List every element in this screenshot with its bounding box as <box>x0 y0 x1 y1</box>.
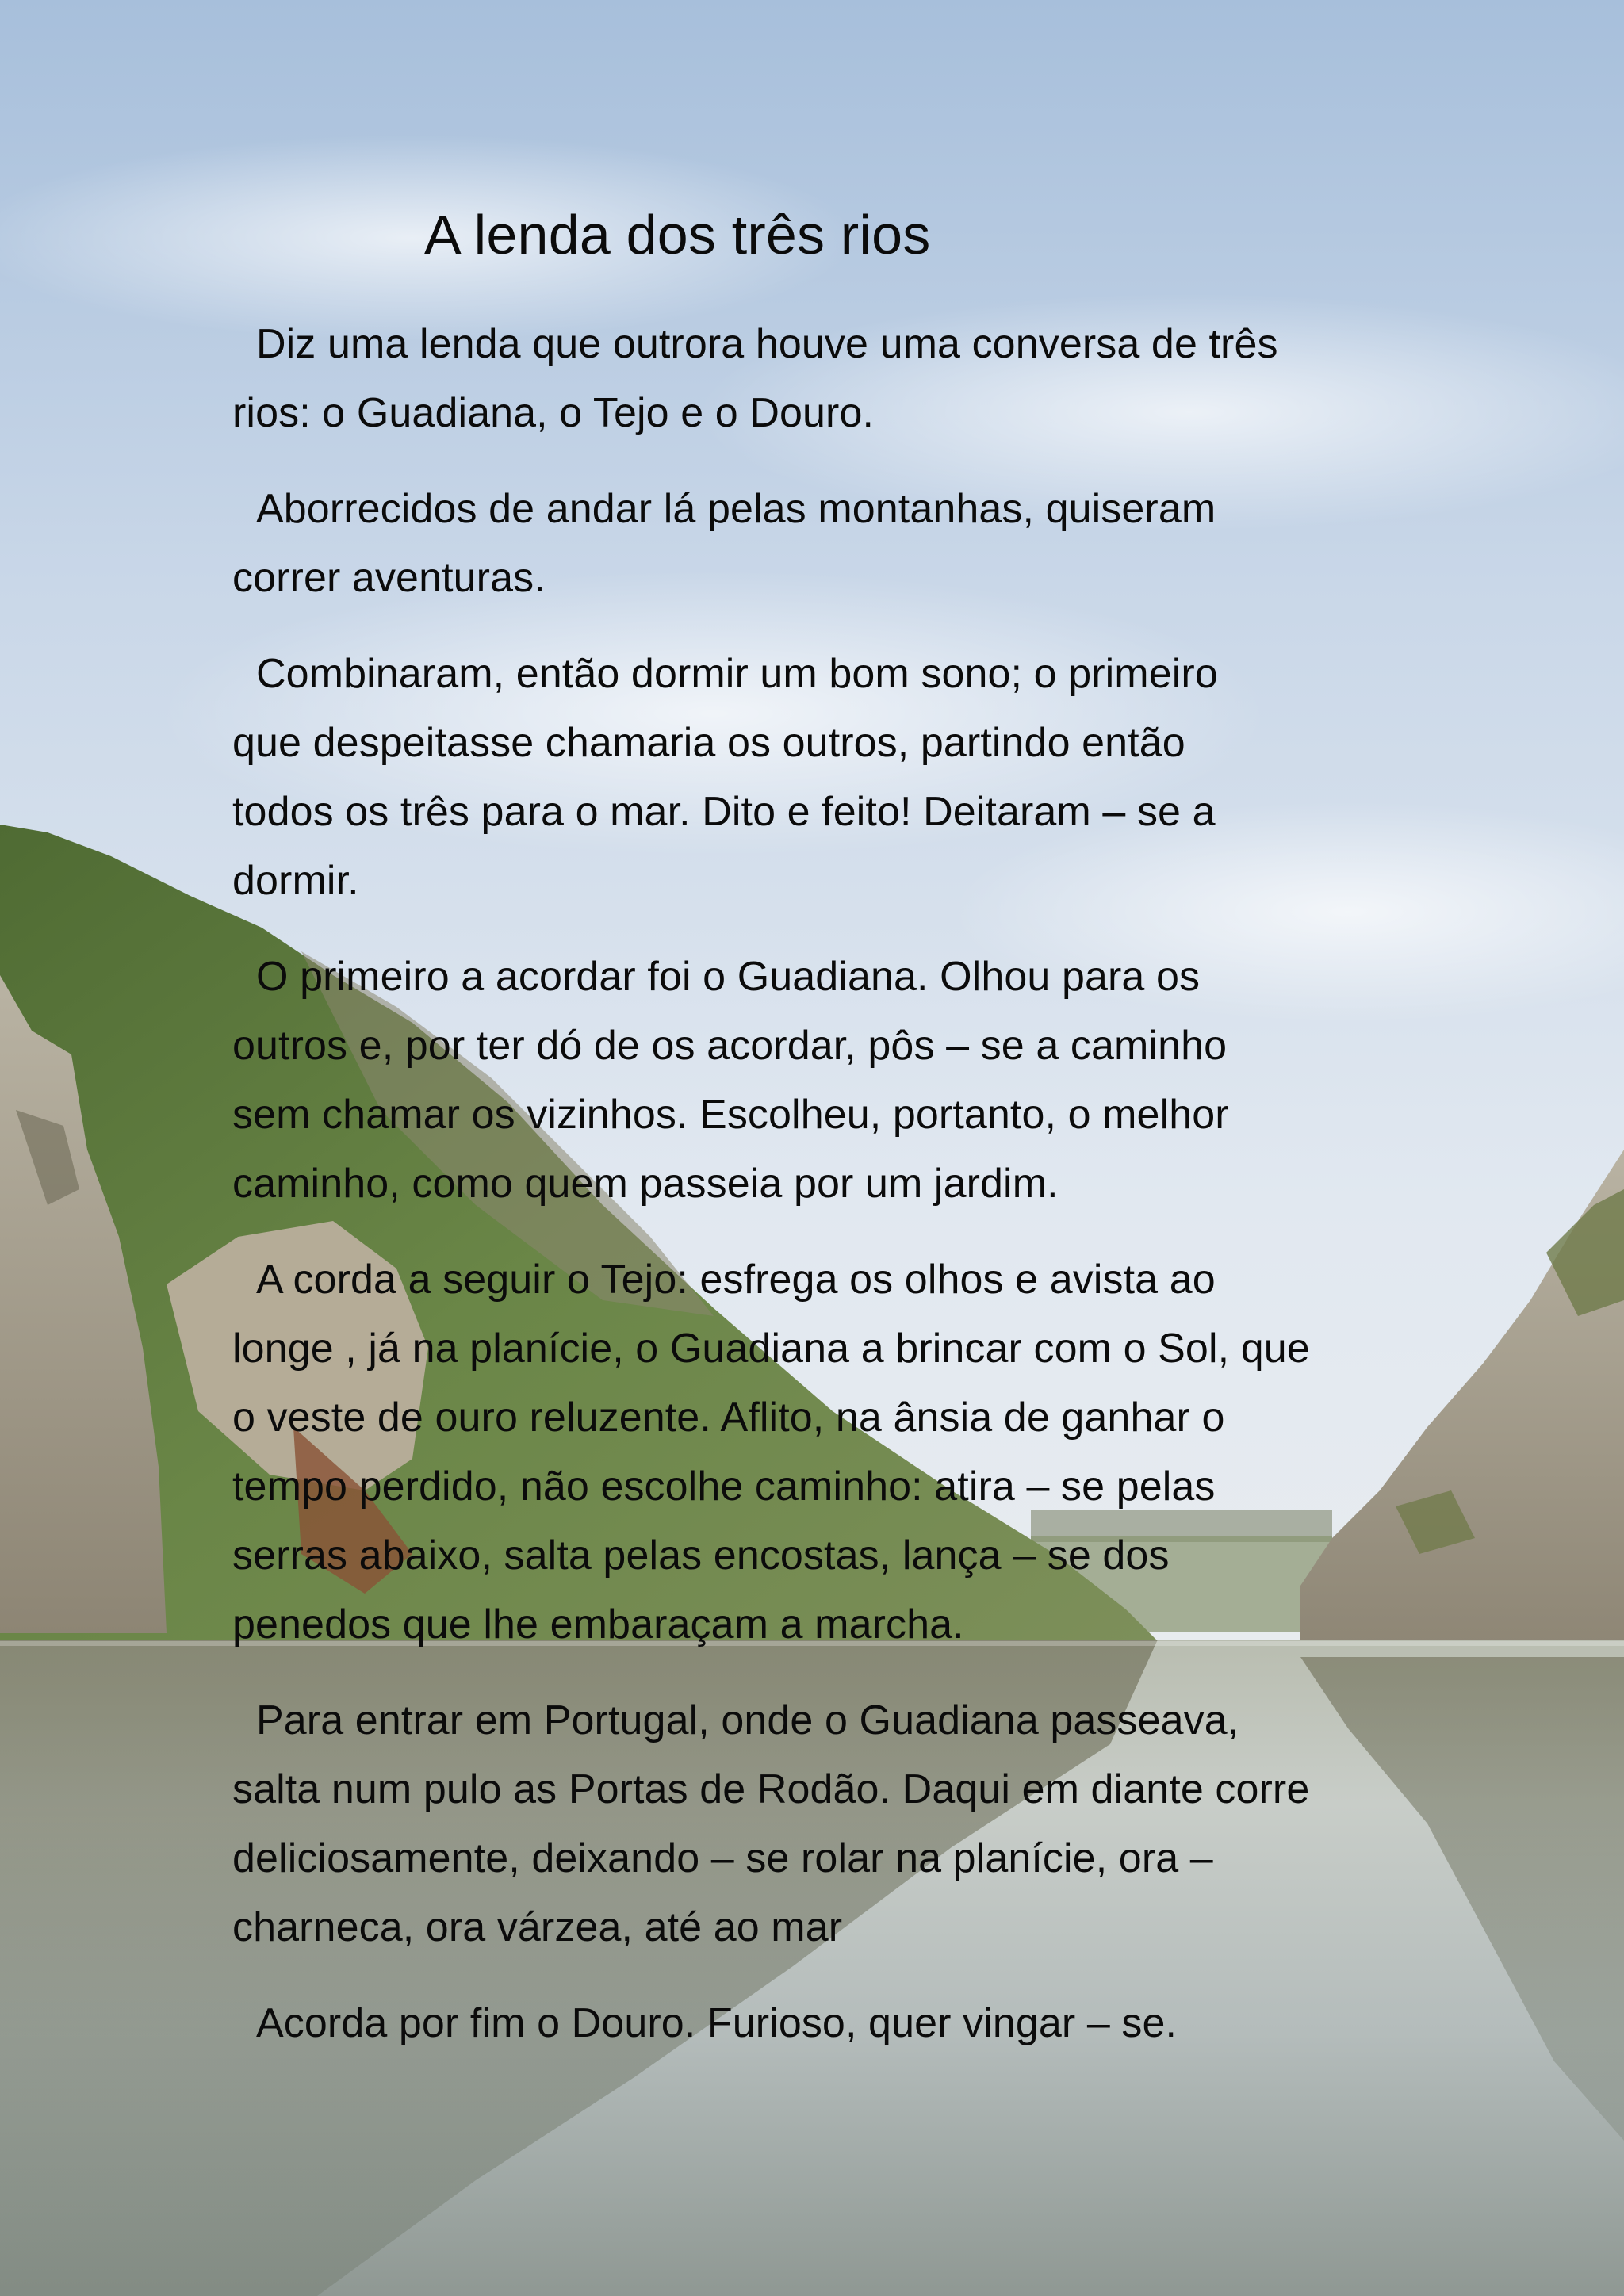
paragraph-5-text: A corda a seguir o Tejo: esfrega os olhos e avista ao longe , já na planície, o Guadiana a brincar com o Sol, que o veste de ouro reluzente. Aflito, na ânsia de ganhar o tempo perdido, não escolhe caminho: atira – se pelas serras abaixo, salta pelas encostas, lança – se dos penedos que lhe embaraçam a marcha. <box>232 1257 1310 1647</box>
paragraph-1-text: Diz uma lenda que outrora houve uma conversa de três rios: o Guadiana, o Tejo e o Douro. <box>232 321 1278 436</box>
paragraph-6 <box>232 1686 1309 1962</box>
paragraph-2-text: Aborrecidos de andar lá pelas montanhas, quiseram correr aventuras. <box>232 486 1216 601</box>
paragraph-4 <box>232 943 1229 1219</box>
paragraph-2 <box>232 475 1216 613</box>
document-title: A lenda dos três rios <box>424 204 931 266</box>
paragraph-3 <box>232 640 1218 916</box>
paragraph-7 <box>232 1989 1177 2058</box>
paragraph-6-text: Para entrar em Portugal, onde o Guadiana passeava, salta num pulo as Portas de Rodão. Daqui em diante corre deliciosamente, deixando – se rolar na planície, ora – charneca, ora várzea, até ao mar <box>232 1697 1310 1950</box>
paragraph-3-text: Combinaram, então dormir um bom sono; o primeiro que despeitasse chamaria os outros, partindo então todos os três para o mar. Dito e feito! Deitaram – se a dormir. <box>232 651 1218 904</box>
paragraph-7-text: Acorda por fim o Douro. Furioso, quer vingar – se. <box>256 2000 1178 2046</box>
paragraph-5 <box>232 1246 1310 1659</box>
paragraph-1 <box>232 310 1278 448</box>
paragraph-4-text: O primeiro a acordar foi o Guadiana. Olhou para os outros e, por ter dó de os acordar, pôs – se a caminho sem chamar os vizinhos. Escolheu, portanto, o melhor caminho, como quem passeia por um jardim. <box>232 954 1229 1207</box>
